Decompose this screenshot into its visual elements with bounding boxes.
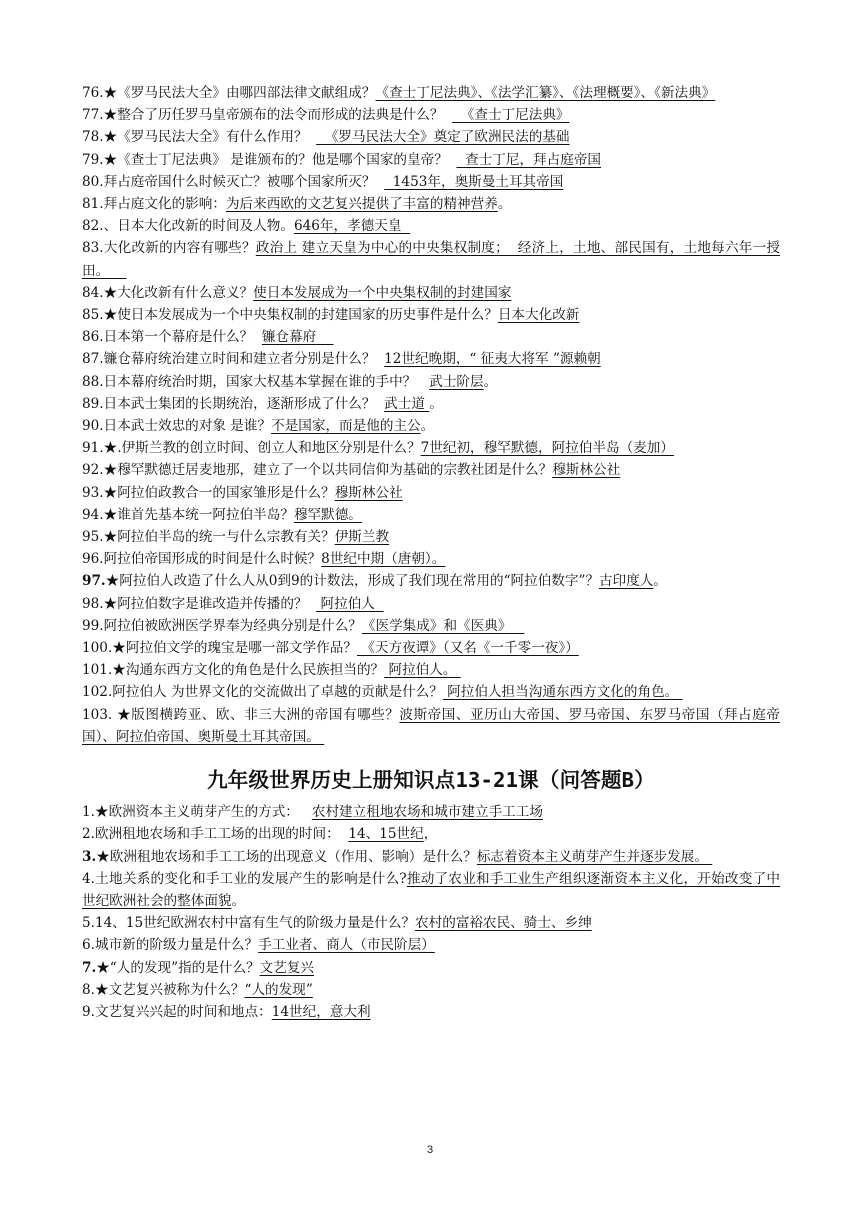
question-item-q95 xyxy=(82,526,780,548)
question-item-q94 xyxy=(82,504,780,526)
question-text: ★使日本发展成为一个中央集权制的封建国家的历史事件是什么？ xyxy=(103,307,498,324)
question-number: 85. xyxy=(82,307,104,324)
question-text: 城市新的阶级力量是什么？ xyxy=(94,937,259,954)
question-item-q101 xyxy=(82,659,780,681)
question-text: ★欧洲租地农场和手工工场的出现意义（作用、影响）是什么？ xyxy=(96,848,477,865)
question-list-part-a xyxy=(82,82,780,748)
question-list-part-b xyxy=(82,801,780,1023)
question-item-q98 xyxy=(82,593,780,615)
answer-text: 《天方夜谭》（又名《一千零一夜》） xyxy=(356,640,579,657)
question-text: ★阿拉伯数字是谁改造并传播的？ xyxy=(103,595,317,612)
question-text: ★大化改新有什么意义？ xyxy=(103,284,254,301)
page-number: 3 xyxy=(426,1144,434,1156)
question-text: 镰仓幕府统治建立时间和建立者分别是什么？ xyxy=(103,351,385,368)
question-number: 3. xyxy=(82,848,97,865)
question-text: 阿拉伯被欧洲医学界奉为经典分别是什么？ xyxy=(103,617,362,634)
answer-punctuation: 。 xyxy=(497,196,512,213)
question-text: 土地关系的变化和手工业的发展产生的影响是什么? xyxy=(94,870,407,887)
question-number: 93. xyxy=(82,484,104,501)
question-number: 89. xyxy=(82,395,104,412)
question-item-q82 xyxy=(82,215,780,237)
answer-text: 646年，孝德天皇 xyxy=(293,218,411,235)
answer-punctuation: 。 xyxy=(483,373,498,390)
question-text: 日本武士集团的长期统治，逐渐形成了什么？ xyxy=(103,395,385,412)
answer-text: 阿拉伯人。 xyxy=(384,662,461,679)
question-item-q90 xyxy=(82,415,780,437)
answer-text: 使日本发展成为一个中央集权制的封建国家 xyxy=(253,284,512,301)
question-item-q80 xyxy=(82,171,780,193)
question-item-q81 xyxy=(82,193,780,215)
document-page xyxy=(82,82,780,1023)
question-number: 97. xyxy=(82,573,106,590)
question-number: 7. xyxy=(82,959,97,976)
question-number: 99. xyxy=(82,617,104,634)
question-number: 95. xyxy=(82,529,104,546)
question-text: ★沟通东西方文化的角色是什么民族担当的？ xyxy=(112,662,385,679)
question-text: 、日本大化改新的时间及人物。 xyxy=(103,218,294,235)
question-number: 87. xyxy=(82,351,104,368)
question-text: ★文艺复兴被称为什么？ xyxy=(94,981,245,998)
question-number: 103. xyxy=(82,706,113,723)
question-item-b1 xyxy=(82,801,780,823)
question-number: 79. xyxy=(82,151,104,168)
question-number: 77. xyxy=(82,107,104,124)
answer-text: 查士丁尼，拜占庭帝国 xyxy=(456,151,602,168)
question-item-q85 xyxy=(82,304,780,326)
question-item-b7 xyxy=(82,957,780,979)
question-text: ★阿拉伯人改造了什么人从0到9的计数法，形成了我们现在常用的“阿拉伯数字”？ xyxy=(105,573,600,590)
question-number: 4. xyxy=(82,870,95,887)
question-number: 86. xyxy=(82,329,104,346)
question-number: 78. xyxy=(82,129,104,146)
question-item-q92 xyxy=(82,459,780,481)
question-number: 83. xyxy=(82,240,104,257)
question-text: 日本武士效忠的对象 是谁？ xyxy=(103,418,272,435)
question-text: ★《罗马民法大全》有什么作用？ xyxy=(103,129,317,146)
question-number: 96. xyxy=(82,551,104,568)
question-text: ★谁首先基本统一阿拉伯半岛？ xyxy=(103,506,294,523)
question-number: 92. xyxy=(82,462,104,479)
answer-text: 文艺复兴 xyxy=(259,959,315,976)
answer-text: 《医学集成》和《医典》 xyxy=(361,617,525,634)
question-number: 1. xyxy=(82,804,95,821)
question-number: 2. xyxy=(82,826,95,843)
answer-text: 古印度人 xyxy=(599,573,654,590)
question-number: 100. xyxy=(82,640,113,657)
question-item-q84 xyxy=(82,282,780,304)
question-item-q99 xyxy=(82,615,780,637)
answer-text: 伊斯兰教 xyxy=(334,529,390,546)
answer-text: 《查士丁尼法典》 xyxy=(452,107,570,124)
question-number: 82. xyxy=(82,218,104,235)
question-text: 拜占庭文化的影响： xyxy=(103,196,226,213)
question-number: 76. xyxy=(82,85,104,101)
answer-text: 农村建立租地农场和城市建立手工工场 xyxy=(311,804,543,821)
question-number: 102. xyxy=(82,684,113,701)
question-item-b6 xyxy=(82,934,780,956)
answer-text: 农村的富裕农民、骑士、乡绅 xyxy=(415,915,592,932)
answer-text: 12世纪晚期，“ 征夷大将军 ”源赖朝 xyxy=(384,351,601,368)
question-item-b4 xyxy=(82,868,780,912)
question-text: 日本第一个幕府是什么？ xyxy=(103,329,262,346)
answer-text: 穆罕默德。 xyxy=(293,506,362,523)
question-number: 6. xyxy=(82,937,95,954)
question-text: ★版图横跨亚、欧、非三大洲的帝国有哪些？ xyxy=(112,706,400,723)
question-number: 98. xyxy=(82,595,104,612)
question-text: ★“人的发现”指的是什么？ xyxy=(96,959,260,976)
question-text: ★《罗马民法大全》由哪四部法律文献组成？ xyxy=(103,85,376,101)
question-item-q83 xyxy=(82,237,780,281)
question-text: ★阿拉伯半岛的统一与什么宗教有关？ xyxy=(103,529,335,546)
answer-punctuation: 。 xyxy=(420,418,435,435)
question-number: 5. xyxy=(82,915,95,932)
question-number: 84. xyxy=(82,284,104,301)
question-number: 9. xyxy=(82,1003,95,1020)
answer-text: 政治上 建立天皇为中心的中央集权制度； 经济上，土地、部民国有，土地每六年一授田。 xyxy=(82,240,780,279)
question-text: 文艺复兴兴起的时间和地点： xyxy=(94,1003,272,1020)
answer-text: 《罗马民法大全》奠定了欧洲民法的基础 xyxy=(316,129,570,146)
question-item-q100 xyxy=(82,637,780,659)
question-item-q91 xyxy=(82,437,780,459)
answer-text: 武士道 xyxy=(384,395,430,412)
answer-text: “人的发现” xyxy=(244,981,313,998)
question-item-b5 xyxy=(82,912,780,934)
answer-text: 武士阶层 xyxy=(429,373,484,390)
question-item-q102 xyxy=(82,681,780,703)
question-item-q77 xyxy=(82,104,780,126)
answer-text: 8世纪中期（唐朝）。 xyxy=(321,551,446,568)
question-item-q96 xyxy=(82,548,780,570)
question-item-q89 xyxy=(82,393,780,415)
question-text: 日本幕府统治时期，国家大权基本掌握在谁的手中？ xyxy=(103,373,430,390)
answer-text: 为后来西欧的文艺复兴提供了丰富的精神营养 xyxy=(225,196,498,213)
question-text: 14、15世纪欧洲农村中富有生气的阶级力量是什么？ xyxy=(94,915,416,932)
answer-text: 14、15世纪 xyxy=(348,826,424,843)
question-text: 阿拉伯人 为世界文化的交流做出了卓越的贡献是什么？ xyxy=(112,684,443,701)
question-item-q78 xyxy=(82,126,780,148)
answer-text: 阿拉伯人担当沟通东西方文化的角色。 xyxy=(442,684,683,701)
question-item-b9 xyxy=(82,1001,780,1023)
answer-punctuation: ， xyxy=(423,826,438,843)
question-number: 90. xyxy=(82,418,104,435)
question-item-q76 xyxy=(82,82,780,104)
question-item-q86 xyxy=(82,326,780,348)
answer-punctuation: 。 xyxy=(653,573,668,590)
question-text: ★《查士丁尼法典》 是谁颁布的？他是哪个国家的皇帝？ xyxy=(103,151,457,168)
answer-punctuation: 。 xyxy=(231,892,246,909)
question-item-b2 xyxy=(82,823,780,845)
answer-text: 标志着资本主义萌芽产生并逐步发展。 xyxy=(476,848,713,865)
question-item-q103 xyxy=(82,704,780,748)
question-text: ★阿拉伯文学的瑰宝是哪一部文学作品？ xyxy=(112,640,357,657)
question-text: ★穆罕默德迁居麦地那，建立了一个以共同信仰为基础的宗教社团是什么？ xyxy=(103,462,553,479)
answer-text: 手工业者、商人（市民阶层） xyxy=(258,937,435,954)
question-item-q88 xyxy=(82,371,780,393)
question-item-q87 xyxy=(82,348,780,370)
question-text: ★.伊斯兰教的创立时间、创立人和地区分别是什么？ xyxy=(103,440,421,457)
question-item-q97 xyxy=(82,570,780,592)
answer-text: 波斯帝国、亚历山大帝国、罗马帝国、东罗马帝国（拜占庭帝国）、阿拉伯帝国、奥斯曼土耳其帝国。 xyxy=(82,706,780,745)
question-number: 80. xyxy=(82,173,104,190)
answer-text: 1453年，奥斯曼土耳其帝国 xyxy=(384,173,564,190)
answer-text: 14世纪，意大利 xyxy=(271,1003,371,1020)
question-item-q93 xyxy=(82,482,780,504)
question-number: 88. xyxy=(82,373,104,390)
question-text: 大化改新的内容有哪些？ xyxy=(103,240,256,257)
question-item-b3 xyxy=(82,846,780,868)
answer-text: 《查士丁尼法典》、《法学汇纂》、《法理概要》、《新法典》 xyxy=(375,85,716,101)
question-number: 94. xyxy=(82,506,104,523)
question-text: 阿拉伯帝国形成的时间是什么时候？ xyxy=(103,551,322,568)
answer-text: 日本大化改新 xyxy=(497,307,580,324)
question-item-b8 xyxy=(82,979,780,1001)
question-number: 91. xyxy=(82,440,104,457)
question-text: 拜占庭帝国什么时候灭亡？被哪个国家所灭？ xyxy=(103,173,385,190)
question-number: 81. xyxy=(82,196,104,213)
answer-text: 不是国家，而是他的主公 xyxy=(271,418,421,435)
answer-text: 穆斯林公社 xyxy=(552,462,621,479)
answer-text: 7世纪初，穆罕默德，阿拉伯半岛（麦加） xyxy=(420,440,674,457)
question-text: 欧洲租地农场和手工工场的出现的时间： xyxy=(94,826,349,843)
answer-text: 推动了农业和手工业生产组织逐渐资本主义化，开始改变了中世纪欧洲社会的整体面貌 xyxy=(82,870,780,909)
question-text: ★整合了历任罗马皇帝颁布的法令而形成的法典是什么？ xyxy=(103,107,453,124)
question-item-q79 xyxy=(82,149,780,171)
answer-text: 穆斯林公社 xyxy=(334,484,403,501)
question-number: 101. xyxy=(82,662,113,679)
question-text: ★欧洲资本主义萌芽产生的方式： xyxy=(94,804,312,821)
question-text: ★阿拉伯政教合一的国家雏形是什么？ xyxy=(103,484,335,501)
answer-text: 镰仓幕府 xyxy=(261,329,334,346)
answer-punctuation: 。 xyxy=(429,395,443,412)
answer-text: 阿拉伯人 xyxy=(316,595,384,612)
question-number: 8. xyxy=(82,981,95,998)
section-title-b: 九年级世界历史上册知识点13-21课（问答题B） xyxy=(207,768,655,793)
